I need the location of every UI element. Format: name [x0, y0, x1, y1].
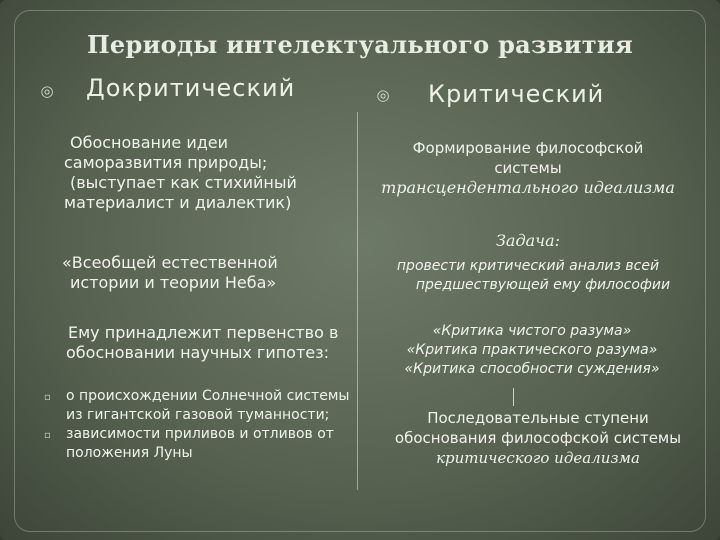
left-heading: Докритический [86, 74, 296, 102]
connector-line [513, 388, 514, 406]
left-block-2 [62, 253, 278, 293]
page-title: Периоды интелектуального развития [86, 30, 634, 59]
text-line: истории и теории Неба» [70, 273, 277, 292]
text-line: из гигантской газовой туманности; [66, 407, 330, 423]
steps-block [368, 408, 708, 468]
text-line-italic: критического идеализма [436, 449, 640, 467]
right-heading: Критический [428, 80, 605, 108]
text-line: «Критика чистого разума» [432, 323, 632, 339]
text-line: Ему принадлежит первенство в [68, 323, 339, 342]
text-line: о происхождении Солнечной системы [66, 388, 350, 404]
bullet-icon: ◎ [40, 82, 54, 100]
text-line: Обоснование идеи [70, 133, 229, 152]
works-list [372, 322, 692, 379]
text-line: обоснования философской системы [394, 429, 682, 447]
text-line: провести критический анализ всей [396, 258, 660, 274]
left-block-1 [64, 133, 297, 213]
text-line: системы [494, 159, 562, 177]
list-bullet-icon: ▫ [44, 392, 51, 403]
text-line: предшествующей ему философии [415, 277, 671, 293]
right-block-1 [368, 138, 688, 198]
list-item [66, 425, 334, 463]
text-line: «Критика практического разума» [406, 342, 658, 358]
left-block-3 [66, 323, 338, 363]
text-line-italic: трансцендентального идеализма [381, 178, 675, 197]
task-text [368, 257, 688, 295]
text-line: обосновании научных гипотез: [66, 343, 330, 362]
text-line: «Критика способности суждения» [404, 361, 660, 377]
text-line: зависимости приливов и отливов от [66, 426, 334, 442]
text-line: Формирование философской [412, 139, 644, 157]
text-line: положения Луны [66, 445, 193, 461]
text-line: «Всеобщей естественной [62, 253, 278, 272]
text-line: саморазвития природы; [64, 153, 268, 172]
text-line: Последовательные ступени [427, 409, 649, 427]
column-divider [357, 112, 358, 490]
list-item [66, 387, 349, 425]
list-bullet-icon: ▫ [44, 430, 51, 441]
task-label: Задача: [495, 231, 561, 250]
bullet-icon: ◎ [376, 86, 390, 104]
text-line: (выступает как стихийный [70, 173, 297, 192]
text-line: материалист и диалектик) [64, 193, 292, 212]
